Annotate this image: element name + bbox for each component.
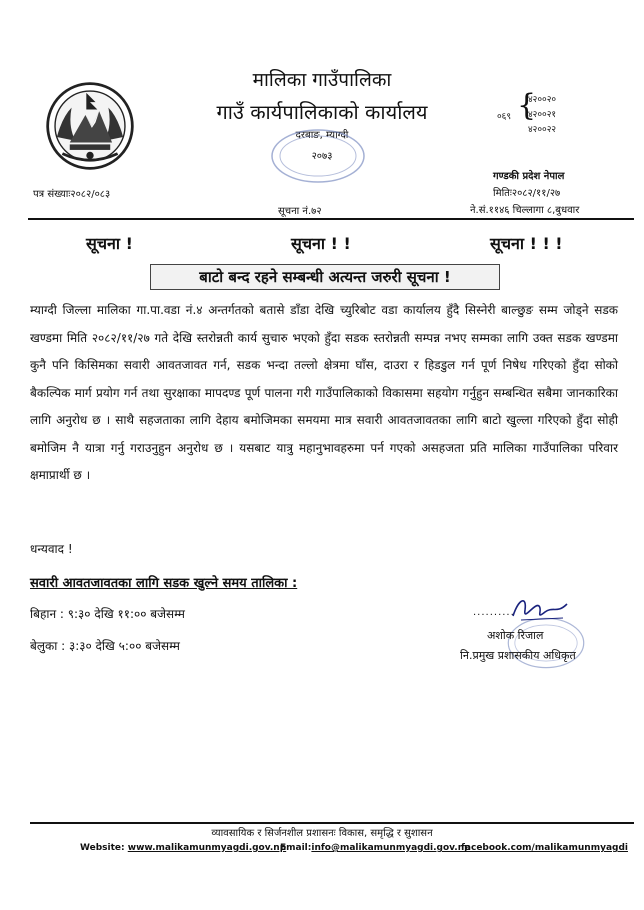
email-link[interactable]: info@malikamunmyagdi.gov.np xyxy=(311,843,471,853)
phone-area-code: ०६९ xyxy=(497,112,512,122)
signature-line: .......... xyxy=(473,607,515,618)
reference-number: पत्र संख्याः२०८२/०८३ xyxy=(33,189,111,200)
signer-name: अशोक रिजाल xyxy=(487,629,544,642)
footer-email xyxy=(280,843,471,853)
schedule-title: सवारी आवतजावतका लागि सडक खुल्ने समय तालिका : xyxy=(30,576,298,591)
phone-number: ४२००२२ xyxy=(528,125,557,135)
notice-date: मितिः२०८२/११/२७ xyxy=(493,188,561,199)
signer-title: नि.प्रमुख प्रशासकीय अधिकृत xyxy=(460,649,576,662)
municipality-name: मालिका गाउँपालिका xyxy=(252,69,392,91)
notice-body: म्याग्दी जिल्ला मालिका गा.पा.वडा नं.४ अन्तर्गतको बतासे डाँडा देखि च्युरिबोट वडा कार्यालय हुँदै सिस्नेरी बाल्छुङ सम्म जोड्ने सडक खण्डमा मिति २०८२/११/२७ गते देखि स्तरोन्नती कार्य सुचारु भएको हुँदा सडक स्तरोन्नती सम्पन्न नभए सम्मका लागि उक्त सडक खण्डमा कुनै पनि किसिमका सवारी आवतजावत गर्न, सडक भन्दा तल्लो क्षेत्रमा घाँस, दाउरा र हिडडुल गर्न पूर्ण निषेध गरिएको हुँदा सोको बैकल्पिक मार्ग प्रयोग गर्न तथा सुरक्षाका मापदण्ड पूर्ण पालना गरी गाउँपालिकाको विकासमा सहयोग गर्नुहुन सम्बन्धित सबैमा जानकारिका लागि अनुरोध छ । साथै सहजताका लागि देहाय बमोजिमका समयमा मात्र सवारी आवतजावतका लागि बाटो खुल्ला गरिएको हुँदा सोही बमोजिम नै यात्रा गर्नु गराउनुहुन अनुरोध छ । यसबाट यात्रु महानुभावहरुमा पर्न गएको असहजता प्रति मालिका गाउँपालिका परिवार क्षमाप्रार्थी छ । xyxy=(30,303,618,482)
office-seal-stamp-icon xyxy=(268,126,368,186)
facebook-link[interactable]: facebook.com/malikamunmyagdi xyxy=(461,843,628,853)
website-link[interactable]: www.malikamunmyagdi.gov.np xyxy=(127,843,287,853)
footer-slogan: व्यावसायिक र सिर्जनशील प्रशासनः विकास, समृद्धि र सुशासन xyxy=(211,828,433,839)
established-year: २०७३ xyxy=(311,151,333,162)
phone-numbers xyxy=(528,93,556,138)
header-divider xyxy=(28,218,634,220)
notice-title: बाटो बन्द रहने सम्बन्धी अत्यन्त जरुरी सूचना ! xyxy=(150,264,500,290)
phone-number: ४२००२० xyxy=(528,95,557,105)
office-name: गाउँ कार्यपालिकाको कार्यालय xyxy=(216,100,428,124)
brace-glyph: { xyxy=(517,88,537,123)
handwritten-signature-icon xyxy=(505,592,575,628)
footer-website xyxy=(80,843,286,853)
email-label: Email: xyxy=(280,843,312,853)
notice-label-3: सूचना ! ! ! xyxy=(490,234,563,253)
notice-label-1: सूचना ! xyxy=(86,234,133,253)
website-label: Website: xyxy=(80,843,125,853)
footer-divider xyxy=(30,822,634,824)
thanks-text: धन्यवाद ! xyxy=(30,542,73,556)
province-name: गण्डकी प्रदेश नेपाल xyxy=(493,171,565,182)
notice-number: सूचना नं.७२ xyxy=(278,206,322,217)
office-address: दरबाङ, म्याग्दी xyxy=(295,130,349,141)
schedule-evening: बेलुका : ३:३० देखि ५:०० बजेसम्म xyxy=(30,639,180,653)
notice-label-2: सूचना ! ! xyxy=(291,234,351,253)
phone-number: ४२००२१ xyxy=(528,110,557,120)
nepal-sambat-date: ने.सं.११४६ चिल्लागा ८,बुधवार xyxy=(470,205,580,216)
schedule-morning: बिहान : ९:३० देखि ११:०० बजेसम्म xyxy=(30,607,185,621)
